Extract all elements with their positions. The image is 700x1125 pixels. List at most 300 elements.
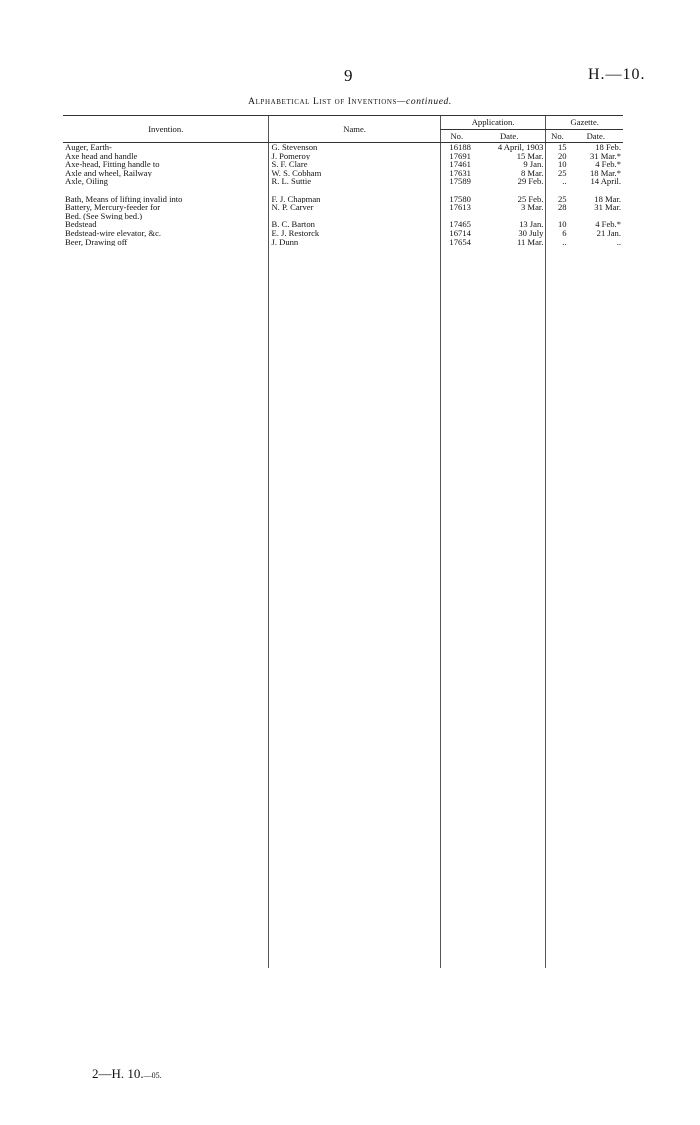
- table-row: [63, 401, 623, 410]
- table-row: [63, 263, 623, 272]
- invention-cell: [63, 263, 269, 272]
- app-date-cell: [473, 899, 546, 908]
- app-date-cell: [473, 366, 546, 375]
- app-no-cell: [440, 341, 473, 350]
- app-no-cell: [440, 401, 473, 410]
- invention-cell: [63, 435, 269, 444]
- name-cell: [269, 813, 440, 822]
- gaz-no-cell: 25: [546, 195, 569, 204]
- gaz-date-cell: [569, 693, 623, 702]
- app-date-cell: 9 Jan.: [523, 160, 544, 169]
- invention-cell: [63, 306, 269, 315]
- app-no-cell: [440, 478, 473, 487]
- app-date-cell: [473, 598, 546, 607]
- table-row: [63, 409, 623, 418]
- table-row: [63, 195, 623, 204]
- gaz-no-cell: [546, 530, 569, 539]
- gaz-date-cell: [569, 727, 623, 736]
- app-no-cell: [440, 796, 473, 805]
- table-row: [63, 788, 623, 797]
- app-date-cell: [473, 470, 546, 479]
- name-cell: [269, 581, 440, 590]
- app-date-cell: 13 Jan.: [519, 220, 544, 229]
- app-no-cell: [440, 263, 473, 272]
- app-no-cell: [440, 598, 473, 607]
- app-no-cell: [440, 616, 473, 625]
- invention-cell: [63, 289, 269, 298]
- app-no-cell: [440, 186, 473, 195]
- gaz-date-cell: [569, 951, 623, 960]
- gaz-date-cell: [569, 255, 623, 264]
- invention-cell: [63, 779, 269, 788]
- gaz-date-cell: [569, 616, 623, 625]
- app-date-cell: [473, 641, 546, 650]
- name-cell: [269, 521, 440, 530]
- name-cell: [269, 598, 440, 607]
- app-date-cell: [473, 650, 546, 659]
- table-row: [63, 856, 623, 865]
- gaz-date-cell: 31 Mar.: [594, 203, 621, 212]
- app-no-cell: [440, 547, 473, 556]
- gaz-date-cell: [569, 358, 623, 367]
- invention-cell: Bedstead: [65, 220, 97, 229]
- gaz-no-cell: [546, 942, 569, 951]
- name-cell: [269, 186, 440, 195]
- name-cell: J. Dunn: [269, 238, 440, 247]
- app-date-cell: [473, 556, 546, 565]
- gaz-no-cell: [546, 452, 569, 461]
- name-cell: [269, 323, 440, 332]
- inventions-table: [63, 115, 623, 968]
- gaz-no-cell: [546, 616, 569, 625]
- app-date-cell: [473, 762, 546, 771]
- name-cell: [269, 298, 440, 307]
- app-date-cell: [473, 444, 546, 453]
- gaz-date-cell: [569, 349, 623, 358]
- gaz-no-cell: [546, 487, 569, 496]
- invention-cell: [63, 934, 269, 943]
- table-row: [63, 676, 623, 685]
- table-row: [63, 143, 623, 152]
- app-date-cell: [473, 246, 546, 255]
- app-no-cell: [440, 255, 473, 264]
- table-row: [63, 289, 623, 298]
- gaz-no-cell: [546, 736, 569, 745]
- name-cell: [269, 513, 440, 522]
- gaz-no-cell: [546, 702, 569, 711]
- gaz-date-cell: [569, 435, 623, 444]
- gaz-date-cell: [569, 598, 623, 607]
- gaz-date-cell: [569, 246, 623, 255]
- gaz-no-cell: [546, 925, 569, 934]
- table-row: [63, 470, 623, 479]
- app-no-cell: 16714: [440, 229, 473, 238]
- app-no-cell: 17589: [440, 177, 473, 186]
- app-no-cell: [440, 487, 473, 496]
- app-no-cell: [440, 822, 473, 831]
- table-row: [63, 831, 623, 840]
- app-date-cell: [473, 375, 546, 384]
- invention-cell: [63, 186, 269, 195]
- name-cell: [269, 650, 440, 659]
- table-row: [63, 487, 623, 496]
- gaz-date-cell: 4 Feb.*: [595, 160, 621, 169]
- name-cell: [269, 487, 440, 496]
- invention-cell: Axe-head, Fitting handle to: [65, 160, 160, 169]
- invention-cell: [63, 272, 269, 281]
- invention-cell: [63, 899, 269, 908]
- gaz-no-cell: [546, 684, 569, 693]
- invention-cell: Auger, Earth-: [65, 142, 112, 152]
- invention-cell: [63, 607, 269, 616]
- app-date-cell: [473, 581, 546, 590]
- gaz-no-cell: [546, 770, 569, 779]
- gaz-date-cell: [569, 513, 623, 522]
- invention-cell: [63, 770, 269, 779]
- app-date-cell: [473, 770, 546, 779]
- app-no-cell: [440, 504, 473, 513]
- name-cell: [269, 263, 440, 272]
- gaz-no-cell: [546, 547, 569, 556]
- gaz-date-cell: [569, 315, 623, 324]
- table-row: [63, 186, 623, 195]
- name-cell: [269, 865, 440, 874]
- table-row: [63, 315, 623, 324]
- col-application: Application.: [440, 116, 546, 130]
- app-date-cell: [473, 435, 546, 444]
- app-no-cell: [440, 332, 473, 341]
- name-cell: [269, 916, 440, 925]
- app-date-cell: [473, 392, 546, 401]
- gaz-date-cell: [569, 873, 623, 882]
- gaz-no-cell: [546, 384, 569, 393]
- app-no-cell: [440, 727, 473, 736]
- name-cell: [269, 891, 440, 900]
- name-cell: [269, 315, 440, 324]
- invention-cell: [63, 281, 269, 290]
- name-cell: [269, 727, 440, 736]
- app-no-cell: [440, 702, 473, 711]
- invention-cell: [63, 745, 269, 754]
- table-row: [63, 959, 623, 968]
- table-row: [63, 160, 623, 169]
- table-row: [63, 822, 623, 831]
- gaz-date-cell: [569, 839, 623, 848]
- table-row: [63, 805, 623, 814]
- invention-cell: [63, 667, 269, 676]
- gaz-no-cell: [546, 495, 569, 504]
- app-no-cell: [440, 959, 473, 968]
- name-cell: [269, 745, 440, 754]
- app-no-cell: [440, 530, 473, 539]
- invention-cell: Bed. (See Swing bed.): [65, 211, 143, 221]
- app-no-cell: [440, 564, 473, 573]
- table-row: [63, 693, 623, 702]
- name-cell: [269, 349, 440, 358]
- gaz-no-cell: [546, 564, 569, 573]
- table-row: [63, 908, 623, 917]
- app-no-cell: [440, 444, 473, 453]
- invention-cell: [63, 762, 269, 771]
- table-row: [63, 564, 623, 573]
- table-row: [63, 427, 623, 436]
- gaz-date-cell: [569, 891, 623, 900]
- name-cell: E. J. Restorck: [269, 229, 440, 238]
- gaz-no-cell: ..: [546, 177, 569, 186]
- name-cell: [269, 435, 440, 444]
- table-row: [63, 375, 623, 384]
- app-no-cell: [440, 659, 473, 668]
- gaz-date-cell: [569, 796, 623, 805]
- table-row: [63, 392, 623, 401]
- gaz-date-cell: [569, 478, 623, 487]
- table-row: [63, 452, 623, 461]
- invention-cell: [63, 788, 269, 797]
- signature-sub: —05.: [143, 1071, 162, 1080]
- app-date-cell: [473, 315, 546, 324]
- app-date-cell: [473, 667, 546, 676]
- gaz-no-cell: [546, 796, 569, 805]
- invention-cell: [63, 856, 269, 865]
- gaz-no-cell: [546, 899, 569, 908]
- table-row: [63, 942, 623, 951]
- gaz-no-cell: [546, 255, 569, 264]
- gaz-date-cell: [569, 470, 623, 479]
- table-row: [63, 745, 623, 754]
- app-no-cell: [440, 246, 473, 255]
- gaz-date-cell: 14 April.: [590, 177, 621, 186]
- name-cell: [269, 770, 440, 779]
- app-date-cell: [473, 513, 546, 522]
- gaz-date-cell: [569, 573, 623, 582]
- app-date-cell: [473, 710, 546, 719]
- invention-cell: [63, 916, 269, 925]
- app-date-cell: [473, 822, 546, 831]
- invention-cell: [63, 951, 269, 960]
- table-row: [63, 590, 623, 599]
- title-continued: —continued.: [397, 97, 452, 107]
- name-cell: [269, 504, 440, 513]
- name-cell: [269, 444, 440, 453]
- invention-cell: [63, 418, 269, 427]
- gaz-no-cell: [546, 934, 569, 943]
- invention-cell: [63, 805, 269, 814]
- name-cell: N. P. Carver: [269, 203, 440, 212]
- gaz-no-cell: [546, 323, 569, 332]
- app-date-cell: [473, 925, 546, 934]
- gaz-date-cell: [569, 624, 623, 633]
- gaz-no-cell: [546, 272, 569, 281]
- table-row: [63, 916, 623, 925]
- app-date-cell: [473, 272, 546, 281]
- app-no-cell: [440, 762, 473, 771]
- invention-cell: [63, 487, 269, 496]
- app-date-cell: 11 Mar.: [517, 237, 544, 247]
- table-row: [63, 530, 623, 539]
- name-cell: [269, 281, 440, 290]
- invention-cell: [63, 332, 269, 341]
- invention-cell: [63, 427, 269, 436]
- app-date-cell: [473, 873, 546, 882]
- app-no-cell: [440, 289, 473, 298]
- invention-cell: [63, 616, 269, 625]
- signature-main: 2—H. 10.: [92, 1066, 144, 1081]
- gaz-no-cell: 10: [546, 220, 569, 229]
- app-date-cell: [473, 848, 546, 857]
- app-date-cell: [473, 521, 546, 530]
- table-row: [63, 332, 623, 341]
- invention-cell: [63, 547, 269, 556]
- table-row: [63, 547, 623, 556]
- app-date-cell: 25 Feb.: [517, 194, 544, 204]
- name-cell: [269, 633, 440, 642]
- name-cell: W. S. Cobham: [269, 169, 440, 178]
- invention-cell: [63, 796, 269, 805]
- gaz-date-cell: [569, 341, 623, 350]
- app-date-cell: [473, 616, 546, 625]
- invention-cell: [63, 495, 269, 504]
- gaz-no-cell: [546, 427, 569, 436]
- invention-cell: [63, 848, 269, 857]
- gaz-no-cell: 25: [546, 169, 569, 178]
- gaz-date-cell: [569, 676, 623, 685]
- app-date-cell: [473, 908, 546, 917]
- gaz-date-cell: 21 Jan.: [596, 228, 621, 238]
- gaz-date-cell: [569, 788, 623, 797]
- app-no-cell: [440, 349, 473, 358]
- gaz-date-cell: [569, 702, 623, 711]
- table-row: [63, 281, 623, 290]
- gaz-no-cell: [546, 865, 569, 874]
- gaz-date-cell: [569, 323, 623, 332]
- gaz-no-cell: [546, 298, 569, 307]
- table-row: [63, 255, 623, 264]
- app-date-cell: [473, 745, 546, 754]
- table-row: [63, 203, 623, 212]
- gaz-no-cell: [546, 521, 569, 530]
- table-row: [63, 212, 623, 221]
- app-date-cell: 4 April, 1903: [497, 142, 544, 152]
- app-date-cell: [473, 813, 546, 822]
- table-row: [63, 573, 623, 582]
- name-cell: [269, 478, 440, 487]
- table-row: [63, 925, 623, 934]
- table-row: [63, 607, 623, 616]
- app-no-cell: [440, 366, 473, 375]
- name-cell: [269, 710, 440, 719]
- app-no-cell: [440, 470, 473, 479]
- name-cell: F. J. Chapman: [269, 195, 440, 204]
- gaz-no-cell: [546, 409, 569, 418]
- app-date-cell: [473, 461, 546, 470]
- name-cell: [269, 392, 440, 401]
- gaz-no-cell: [546, 641, 569, 650]
- name-cell: [269, 796, 440, 805]
- invention-cell: [63, 341, 269, 350]
- table-row: [63, 633, 623, 642]
- invention-cell: [63, 538, 269, 547]
- app-date-cell: [473, 263, 546, 272]
- gaz-date-cell: [569, 822, 623, 831]
- app-date-cell: [473, 633, 546, 642]
- gaz-no-cell: [546, 590, 569, 599]
- app-date-cell: [473, 401, 546, 410]
- app-no-cell: [440, 212, 473, 221]
- table-row: [63, 349, 623, 358]
- gaz-no-cell: [546, 556, 569, 565]
- invention-cell: Axle, Oiling: [65, 177, 108, 186]
- table-row: [63, 444, 623, 453]
- app-no-cell: [440, 590, 473, 599]
- table-row: [63, 650, 623, 659]
- gaz-date-cell: [569, 332, 623, 341]
- app-date-cell: [473, 839, 546, 848]
- invention-cell: [63, 323, 269, 332]
- gaz-no-cell: [546, 366, 569, 375]
- gaz-no-cell: [546, 418, 569, 427]
- gaz-no-cell: [546, 959, 569, 968]
- app-no-cell: [440, 418, 473, 427]
- gaz-no-cell: [546, 212, 569, 221]
- table-row: [63, 770, 623, 779]
- table-row: [63, 538, 623, 547]
- name-cell: [269, 409, 440, 418]
- invention-cell: [63, 315, 269, 324]
- gaz-no-cell: [546, 538, 569, 547]
- gaz-date-cell: [569, 487, 623, 496]
- gaz-no-cell: [546, 349, 569, 358]
- table-row: [63, 177, 623, 186]
- col-name: Name.: [269, 116, 440, 143]
- name-cell: [269, 547, 440, 556]
- app-date-cell: [473, 323, 546, 332]
- name-cell: G. Stevenson: [269, 143, 440, 152]
- gaz-no-cell: [546, 315, 569, 324]
- gaz-date-cell: [569, 908, 623, 917]
- name-cell: [269, 289, 440, 298]
- name-cell: [269, 212, 440, 221]
- invention-cell: Axle and wheel, Railway: [65, 168, 152, 178]
- app-no-cell: [440, 951, 473, 960]
- gaz-date-cell: [569, 590, 623, 599]
- invention-cell: [63, 710, 269, 719]
- invention-cell: [63, 813, 269, 822]
- name-cell: [269, 495, 440, 504]
- app-no-cell: [440, 495, 473, 504]
- gaz-no-cell: 28: [546, 203, 569, 212]
- name-cell: [269, 641, 440, 650]
- table-row: [63, 702, 623, 711]
- table-row: [63, 667, 623, 676]
- gaz-date-cell: [569, 916, 623, 925]
- gaz-date-cell: [569, 581, 623, 590]
- app-date-cell: 29 Feb.: [517, 177, 544, 186]
- name-cell: [269, 899, 440, 908]
- app-date-cell: [473, 255, 546, 264]
- app-date-cell: 3 Mar.: [520, 203, 544, 212]
- app-no-cell: [440, 882, 473, 891]
- app-date-cell: [473, 409, 546, 418]
- gaz-no-cell: [546, 358, 569, 367]
- app-no-cell: [440, 925, 473, 934]
- app-date-cell: [473, 418, 546, 427]
- app-no-cell: [440, 831, 473, 840]
- table-row: [63, 366, 623, 375]
- table-row: [63, 238, 623, 247]
- app-date-cell: 15 Mar.: [516, 151, 544, 161]
- app-date-cell: [473, 452, 546, 461]
- name-cell: [269, 805, 440, 814]
